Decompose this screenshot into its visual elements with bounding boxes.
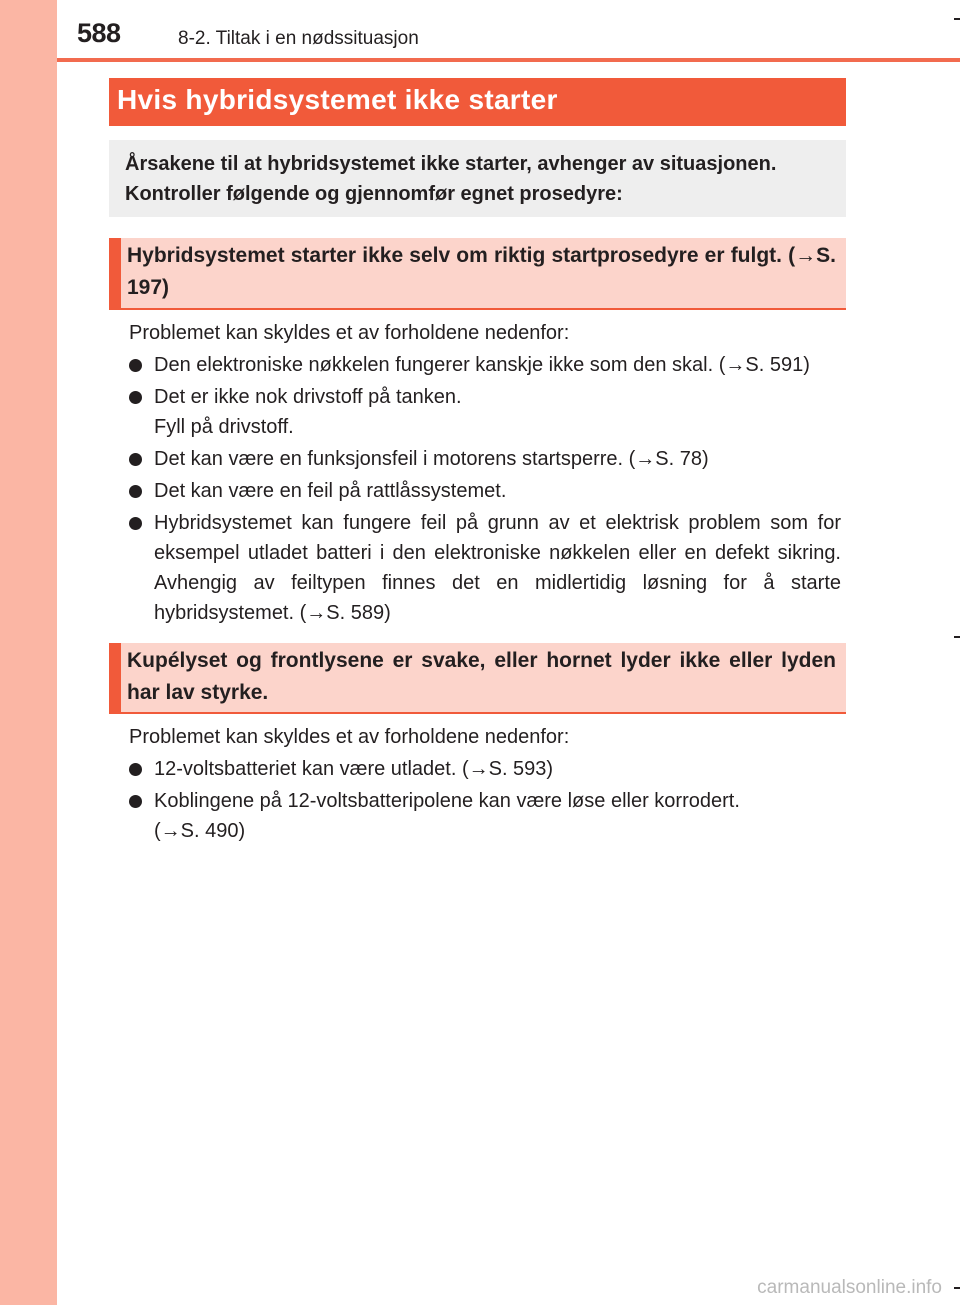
- bullet-icon: [129, 453, 142, 466]
- bullet-icon: [129, 359, 142, 372]
- side-tab: [0, 0, 57, 1305]
- list-item-text: Det er ikke nok drivstoff på tanken.: [154, 386, 462, 408]
- list-item: [129, 476, 841, 506]
- list-item-text: Koblingene på 12-voltsbatteripolene kan være løse eller korrodert.: [154, 790, 740, 812]
- edge-mark: [954, 1287, 960, 1289]
- bullet-icon: [129, 763, 142, 776]
- bullet-icon: [129, 485, 142, 498]
- list-item-text: 12-voltsbatteriet kan være utladet. (→S. 593): [154, 758, 554, 780]
- list-item: [129, 786, 841, 846]
- section-path: 8-2. Tiltak i en nødssituasjon: [178, 28, 419, 49]
- page-number: 588: [77, 18, 121, 48]
- page-title: Hvis hybridsystemet ikke starter: [109, 78, 846, 126]
- list-item-subtext: Fyll på drivstoff.: [154, 416, 294, 438]
- list-item-text: Det kan være en feil på rattlåssystemet.: [154, 480, 507, 502]
- intro-text: Årsakene til at hybridsystemet ikke starter, avhenger av situasjonen. Kontroller følgende og gjennomfør egnet prosedyre:: [109, 140, 846, 217]
- edge-mark: [954, 636, 960, 638]
- header-rule: [57, 58, 960, 62]
- list-item: [129, 508, 841, 628]
- list-item: [129, 350, 841, 380]
- list-item: [129, 754, 841, 784]
- list-item-text: Den elektroniske nøkkelen fungerer kanskje ikke som den skal. (→S. 591): [154, 354, 810, 376]
- bullet-icon: [129, 517, 142, 530]
- watermark: carmanualsonline.info: [757, 1277, 942, 1298]
- edge-mark: [954, 18, 960, 20]
- list-item: [129, 382, 841, 442]
- list-item-subtext: (→S. 490): [154, 820, 246, 842]
- list-item-text: Hybridsystemet kan fungere feil på grunn av et elektrisk problem som for eksempel utladet batteri i den elektroniske nøkkelen eller en defekt sikring. Avhengig av feiltypen finnes det en midlertidig løsning for å starte hybridsystemet. (→S. 589): [154, 512, 841, 624]
- section-heading: Hybridsystemet starter ikke selv om riktig startprosedyre er fulgt. (→S. 197): [109, 238, 846, 310]
- section-lead: Problemet kan skyldes et av forholdene nedenfor:: [129, 726, 570, 748]
- bullet-icon: [129, 391, 142, 404]
- bullet-icon: [129, 795, 142, 808]
- section-heading: Kupélyset og frontlysene er svake, eller hornet lyder ikke eller lyden har lav styrke.: [109, 643, 846, 714]
- list-item: [129, 444, 841, 474]
- section-lead: Problemet kan skyldes et av forholdene nedenfor:: [129, 322, 570, 344]
- list-item-text: Det kan være en funksjonsfeil i motorens startsperre. (→S. 78): [154, 448, 709, 470]
